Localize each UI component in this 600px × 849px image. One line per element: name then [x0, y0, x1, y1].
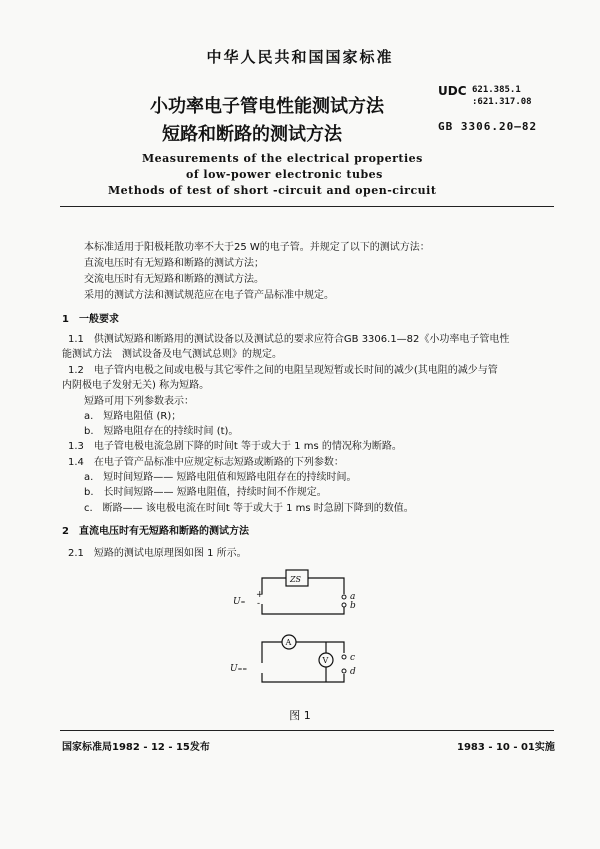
org-title: 中华人民共和国国家标准 [206, 48, 394, 66]
header-rule [60, 206, 554, 207]
para-1-1-b: 能测试方法 测试设备及电气测试总则》的规定。 [62, 349, 282, 360]
para-1-2-item-a: a. 短路电阻值 (R)； [84, 411, 182, 422]
footer-rule [60, 730, 554, 731]
lower-wire-left [262, 642, 282, 663]
para-2-1: 2.1 短路的测试电原理图如图 1 所示。 [68, 548, 247, 559]
udc-label: UDC [438, 84, 467, 98]
para-1-1-a: 1.1 供测试短路和断路用的测试设备以及测试总的要求应符合GB 3306.1—82《小功率电子管电性 [68, 334, 510, 345]
terminal-a-dot [342, 595, 346, 599]
para-1-4-item-c: c. 断路—— 该电极电流在时间t 等于或大于 1 ms 时急剧下降到的数值。 [84, 503, 414, 514]
para-1-3: 1.3 电子管电极电流急剧下降的时间t 等于或大于 1 ms 的情况称为断路。 [68, 441, 402, 452]
ammeter-label: A [285, 638, 292, 647]
title-en-line2: of low-power electronic tubes [186, 168, 383, 181]
upper-wire-left [262, 578, 286, 594]
udc-code-1: 621.385.1 [472, 85, 521, 95]
terminal-c-label: c [350, 653, 356, 663]
section-2-heading: 2 直流电压时有无短路和断路的测试方法 [62, 526, 249, 537]
upper-wire-right [308, 578, 344, 594]
para-1-2-a: 1.2 电子管内电极之间或电极与其它零件之间的电阻呈现短暂或长时间的减少(其电阻的减少与管 [68, 365, 498, 376]
publish-date: 国家标准局1982 - 12 - 15发布 [62, 742, 210, 753]
gb-code: GB 3306.20—82 [438, 120, 538, 133]
terminal-c-dot [342, 655, 346, 659]
voltmeter-label: V [322, 656, 329, 665]
para-1-2-item-b: b. 短路电阻存在的持续时间 (t)。 [84, 426, 239, 437]
intro-line-3: 交流电压时有无短路和断路的测试方法。 [84, 274, 264, 285]
intro-line-2: 直流电压时有无短路和断路的测试方法； [84, 258, 264, 269]
para-1-4-item-b: b. 长时间短路—— 短路电阻值，持续时间不作规定。 [84, 487, 327, 498]
terminal-b-label: b [350, 601, 356, 611]
zs-label: ZS [290, 575, 302, 584]
lower-wire-right [296, 642, 344, 653]
effective-date: 1983 - 10 - 01实施 [457, 742, 555, 753]
title-en-line3: Methods of test of short -circuit and open-circuit [108, 184, 437, 197]
source-1-label: U₌ [233, 597, 246, 607]
terminal-d-label: d [350, 667, 356, 677]
terminal-a-label: a [350, 592, 356, 602]
intro-line-4: 采用的测试方法和测试规范应在电子管产品标准中规定。 [84, 290, 334, 301]
source-2-label: U₌₌ [230, 664, 248, 674]
title-en-line1: Measurements of the electrical properties [142, 152, 423, 165]
upper-wire-bottom [262, 604, 344, 614]
intro-line-1: 本标准适用于阳极耗散功率不大于25 W的电子管。并规定了以下的测试方法： [84, 242, 430, 253]
para-1-2-b: 内阴极电子发射无关) 称为短路。 [62, 380, 210, 391]
minus-sign: - [257, 599, 261, 609]
section-1-heading: 1 一般要求 [62, 314, 119, 325]
figure-1-caption: 图 1 [289, 709, 311, 722]
para-1-4: 1.4 在电子管产品标准中应规定标志短路或断路的下列参数： [68, 457, 344, 468]
terminal-b-dot [342, 603, 346, 607]
para-1-4-item-a: a. 短时间短路—— 短路电阻值和短路电阻存在的持续时间。 [84, 472, 357, 483]
doc-title-line1: 小功率电子管电性能测试方法 [150, 96, 384, 117]
figure-1-schematic [230, 568, 380, 698]
udc-code-2: :621.317.08 [472, 97, 532, 107]
lower-wire-bottom [262, 673, 344, 682]
terminal-d-dot [342, 669, 346, 673]
doc-title-line2: 短路和断路的测试方法 [162, 124, 342, 145]
plus-sign: + [256, 590, 264, 600]
para-1-2-c: 短路可用下列参数表示： [84, 396, 194, 407]
